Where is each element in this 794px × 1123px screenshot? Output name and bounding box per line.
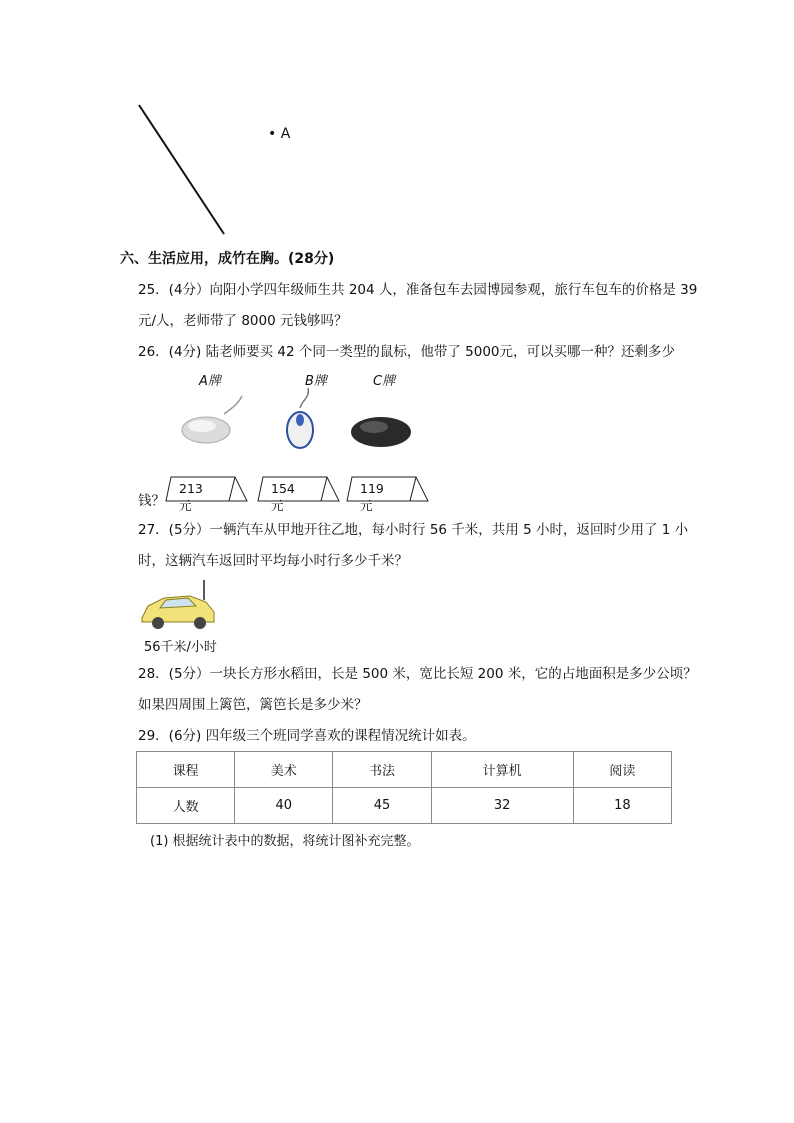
table-cell: 书法 <box>333 752 431 788</box>
point-a <box>268 126 290 142</box>
table-cell: 人数 <box>137 788 235 824</box>
mouse-c-image <box>348 410 414 450</box>
q26-suffix: 钱？ <box>138 493 165 509</box>
brand-a-label: A牌 <box>199 374 221 389</box>
q29-sub1: (1) 根据统计表中的数据，将统计图补充完整。 <box>150 834 420 849</box>
slanted-line-figure <box>136 100 236 240</box>
q25-line1: 25．(4分）向阳小学四年级师生共 204 人，准备包车去园博园参观，旅行车包车的价格是 39 <box>138 282 698 298</box>
price-a: 213元 <box>179 481 203 513</box>
table-cell: 阅读 <box>573 752 671 788</box>
table-cell: 课程 <box>137 752 235 788</box>
car-image <box>138 578 218 632</box>
point-dot: • <box>268 126 277 142</box>
table-cell: 18 <box>573 788 671 824</box>
table-cell: 40 <box>235 788 333 824</box>
table-cell: 计算机 <box>431 752 573 788</box>
section-title: 六、生活应用，成竹在胸。(28分) <box>120 251 335 267</box>
price-b: 154元 <box>271 481 295 513</box>
table-cell: 32 <box>431 788 573 824</box>
brand-b-label: B牌 <box>305 374 327 389</box>
mouse-a-image <box>180 394 246 446</box>
q27-line1: 27．(5分）一辆汽车从甲地开往乙地，每小时行 56 千米，共用 5 小时，返回时少用了 1 小 <box>138 522 689 538</box>
point-a-label: A <box>280 126 291 142</box>
table-cell: 美术 <box>235 752 333 788</box>
q26-line1: 26．(4分) 陆老师要买 42 个同一类型的鼠标，他带了 5000元，可以买哪一种？还剩多少 <box>138 344 675 360</box>
brand-c-label: C牌 <box>373 374 396 389</box>
q28-line1: 28．(5分）一块长方形水稻田，长是 500 米，宽比长短 200 米，它的占地面积是多少公顷？ <box>138 666 697 682</box>
table-row <box>137 788 672 824</box>
mouse-b-image <box>278 386 322 450</box>
q25-line2: 元/人，老师带了 8000 元钱够吗？ <box>138 313 348 329</box>
speed-label: 56千米/小时 <box>144 640 217 655</box>
table-header-row <box>137 752 672 788</box>
q29-line1: 29．(6分) 四年级三个班同学喜欢的课程情况统计如表。 <box>138 728 476 744</box>
stats-table <box>136 751 672 824</box>
q27-line2: 时，这辆汽车返回时平均每小时行多少千米？ <box>138 553 408 569</box>
table-cell: 45 <box>333 788 431 824</box>
q28-line2: 如果四周围上篱笆，篱笆长是多少米？ <box>138 697 368 713</box>
price-c: 119元 <box>360 481 384 513</box>
